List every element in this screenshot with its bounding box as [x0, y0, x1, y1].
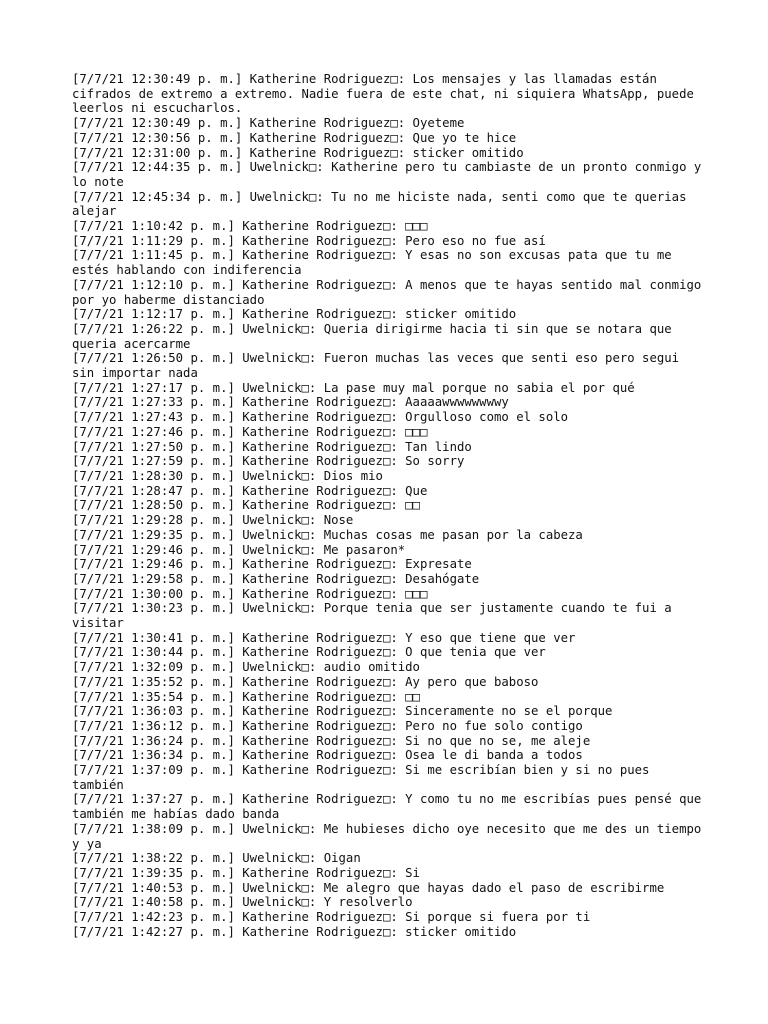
- chat-line: [7/7/21 1:28:50 p. m.] Katherine Rodriguez□: □□: [72, 498, 420, 513]
- chat-line: [7/7/21 1:35:52 p. m.] Katherine Rodriguez□: Ay pero que baboso: [72, 674, 539, 689]
- chat-line: [7/7/21 1:12:10 p. m.] Katherine Rodriguez□: A menos que te hayas sentido mal conmigo por yo haberme distanciado: [72, 277, 709, 307]
- chat-line: [7/7/21 1:29:46 p. m.] Uwelnick□: Me pasaron*: [72, 542, 406, 557]
- chat-line: [7/7/21 1:27:17 p. m.] Uwelnick□: La pase muy mal porque no sabia el por qué: [72, 380, 635, 395]
- chat-line: [7/7/21 1:29:28 p. m.] Uwelnick□: Nose: [72, 513, 354, 528]
- chat-line: [7/7/21 1:32:09 p. m.] Uwelnick□: audio omitido: [72, 660, 420, 675]
- chat-line: [7/7/21 1:27:59 p. m.] Katherine Rodriguez□: So sorry: [72, 454, 465, 469]
- chat-line: [7/7/21 1:37:09 p. m.] Katherine Rodriguez□: Si me escribían bien y si no pues también: [72, 763, 657, 792]
- chat-line: [7/7/21 1:11:45 p. m.] Katherine Rodriguez□: Y esas no son excusas pata que tu me estés hablando con indiferencia: [72, 248, 680, 278]
- chat-line: [7/7/21 12:30:49 p. m.] Katherine Rodriguez□: Los mensajes y las llamadas están cifrados de extremo a extremo. Nadie fuera de este chat, ni siquiera WhatsApp, puede leerlos ni escucharlos.: [72, 72, 702, 116]
- chat-transcript: [72, 72, 709, 939]
- chat-line: [7/7/21 1:30:41 p. m.] Katherine Rodriguez□: Y eso que tiene que ver: [72, 630, 576, 645]
- chat-line: [7/7/21 1:36:12 p. m.] Katherine Rodriguez□: Pero no fue solo contigo: [72, 718, 583, 733]
- chat-line: [7/7/21 1:26:22 p. m.] Uwelnick□: Queria dirigirme hacia ti sin que se notara que queria acercarme: [72, 321, 680, 351]
- chat-line: [7/7/21 1:30:23 p. m.] Uwelnick□: Porque tenia que ser justamente cuando te fui a visitar: [72, 601, 680, 631]
- chat-line: [7/7/21 1:39:35 p. m.] Katherine Rodriguez□: Si: [72, 865, 420, 880]
- chat-line: [7/7/21 1:36:24 p. m.] Katherine Rodriguez□: Si no que no se, me aleje: [72, 733, 591, 748]
- chat-line: [7/7/21 1:27:43 p. m.] Katherine Rodriguez□: Orgulloso como el solo: [72, 410, 569, 425]
- chat-line: [7/7/21 1:30:00 p. m.] Katherine Rodriguez□: □□□: [72, 586, 428, 601]
- chat-line: [7/7/21 12:31:00 p. m.] Katherine Rodriguez□: sticker omitido: [72, 145, 524, 160]
- chat-line: [7/7/21 1:35:54 p. m.] Katherine Rodriguez□: □□: [72, 689, 420, 704]
- chat-line: [7/7/21 1:29:58 p. m.] Katherine Rodriguez□: Desahógate: [72, 571, 480, 586]
- chat-line: [7/7/21 1:38:22 p. m.] Uwelnick□: Oigan: [72, 851, 361, 866]
- chat-line: [7/7/21 1:38:09 p. m.] Uwelnick□: Me hubieses dicho oye necesito que me des un tiempo y ya: [72, 821, 709, 851]
- chat-line: [7/7/21 1:42:23 p. m.] Katherine Rodriguez□: Si porque si fuera por ti: [72, 910, 591, 925]
- chat-line: [7/7/21 1:28:47 p. m.] Katherine Rodriguez□: Que: [72, 483, 428, 498]
- chat-line: [7/7/21 1:36:34 p. m.] Katherine Rodriguez□: Osea le di banda a todos: [72, 748, 583, 763]
- chat-line: [7/7/21 1:10:42 p. m.] Katherine Rodriguez□: □□□: [72, 219, 428, 234]
- chat-line: [7/7/21 12:45:34 p. m.] Uwelnick□: Tu no me hiciste nada, senti como que te querias alejar: [72, 189, 694, 219]
- chat-line: [7/7/21 1:40:58 p. m.] Uwelnick□: Y resolverlo: [72, 895, 413, 910]
- chat-line: [7/7/21 12:30:49 p. m.] Katherine Rodriguez□: Oyeteme: [72, 116, 465, 131]
- chat-line: [7/7/21 1:12:17 p. m.] Katherine Rodriguez□: sticker omitido: [72, 307, 517, 322]
- chat-line: [7/7/21 1:36:03 p. m.] Katherine Rodriguez□: Sinceramente no se el porque: [72, 704, 613, 719]
- chat-line: [7/7/21 1:42:27 p. m.] Katherine Rodriguez□: sticker omitido: [72, 924, 517, 939]
- chat-line: [7/7/21 12:44:35 p. m.] Uwelnick□: Katherine pero tu cambiaste de un pronto conmigo y lo note: [72, 160, 709, 189]
- chat-line: [7/7/21 1:27:46 p. m.] Katherine Rodriguez□: □□□: [72, 424, 428, 439]
- chat-line: [7/7/21 1:29:35 p. m.] Uwelnick□: Muchas cosas me pasan por la cabeza: [72, 527, 583, 542]
- chat-line: [7/7/21 1:40:53 p. m.] Uwelnick□: Me alegro que hayas dado el paso de escribirme: [72, 880, 665, 895]
- chat-line: [7/7/21 1:30:44 p. m.] Katherine Rodriguez□: O que tenia que ver: [72, 645, 546, 660]
- chat-line: [7/7/21 1:28:30 p. m.] Uwelnick□: Dios mio: [72, 468, 383, 483]
- chat-line: [7/7/21 1:37:27 p. m.] Katherine Rodriguez□: Y como tu no me escribías pues pensé que también me habías dado banda: [72, 792, 709, 822]
- chat-line: [7/7/21 1:11:29 p. m.] Katherine Rodriguez□: Pero eso no fue así: [72, 233, 546, 248]
- chat-line: [7/7/21 1:29:46 p. m.] Katherine Rodriguez□: Expresate: [72, 557, 472, 572]
- chat-line: [7/7/21 1:27:33 p. m.] Katherine Rodriguez□: Aaaaawwwwwwwwy: [72, 395, 509, 410]
- chat-line: [7/7/21 12:30:56 p. m.] Katherine Rodriguez□: Que yo te hice: [72, 130, 517, 145]
- chat-line: [7/7/21 1:27:50 p. m.] Katherine Rodriguez□: Tan lindo: [72, 439, 472, 454]
- chat-line: [7/7/21 1:26:50 p. m.] Uwelnick□: Fueron muchas las veces que senti eso pero segui sin importar nada: [72, 351, 687, 381]
